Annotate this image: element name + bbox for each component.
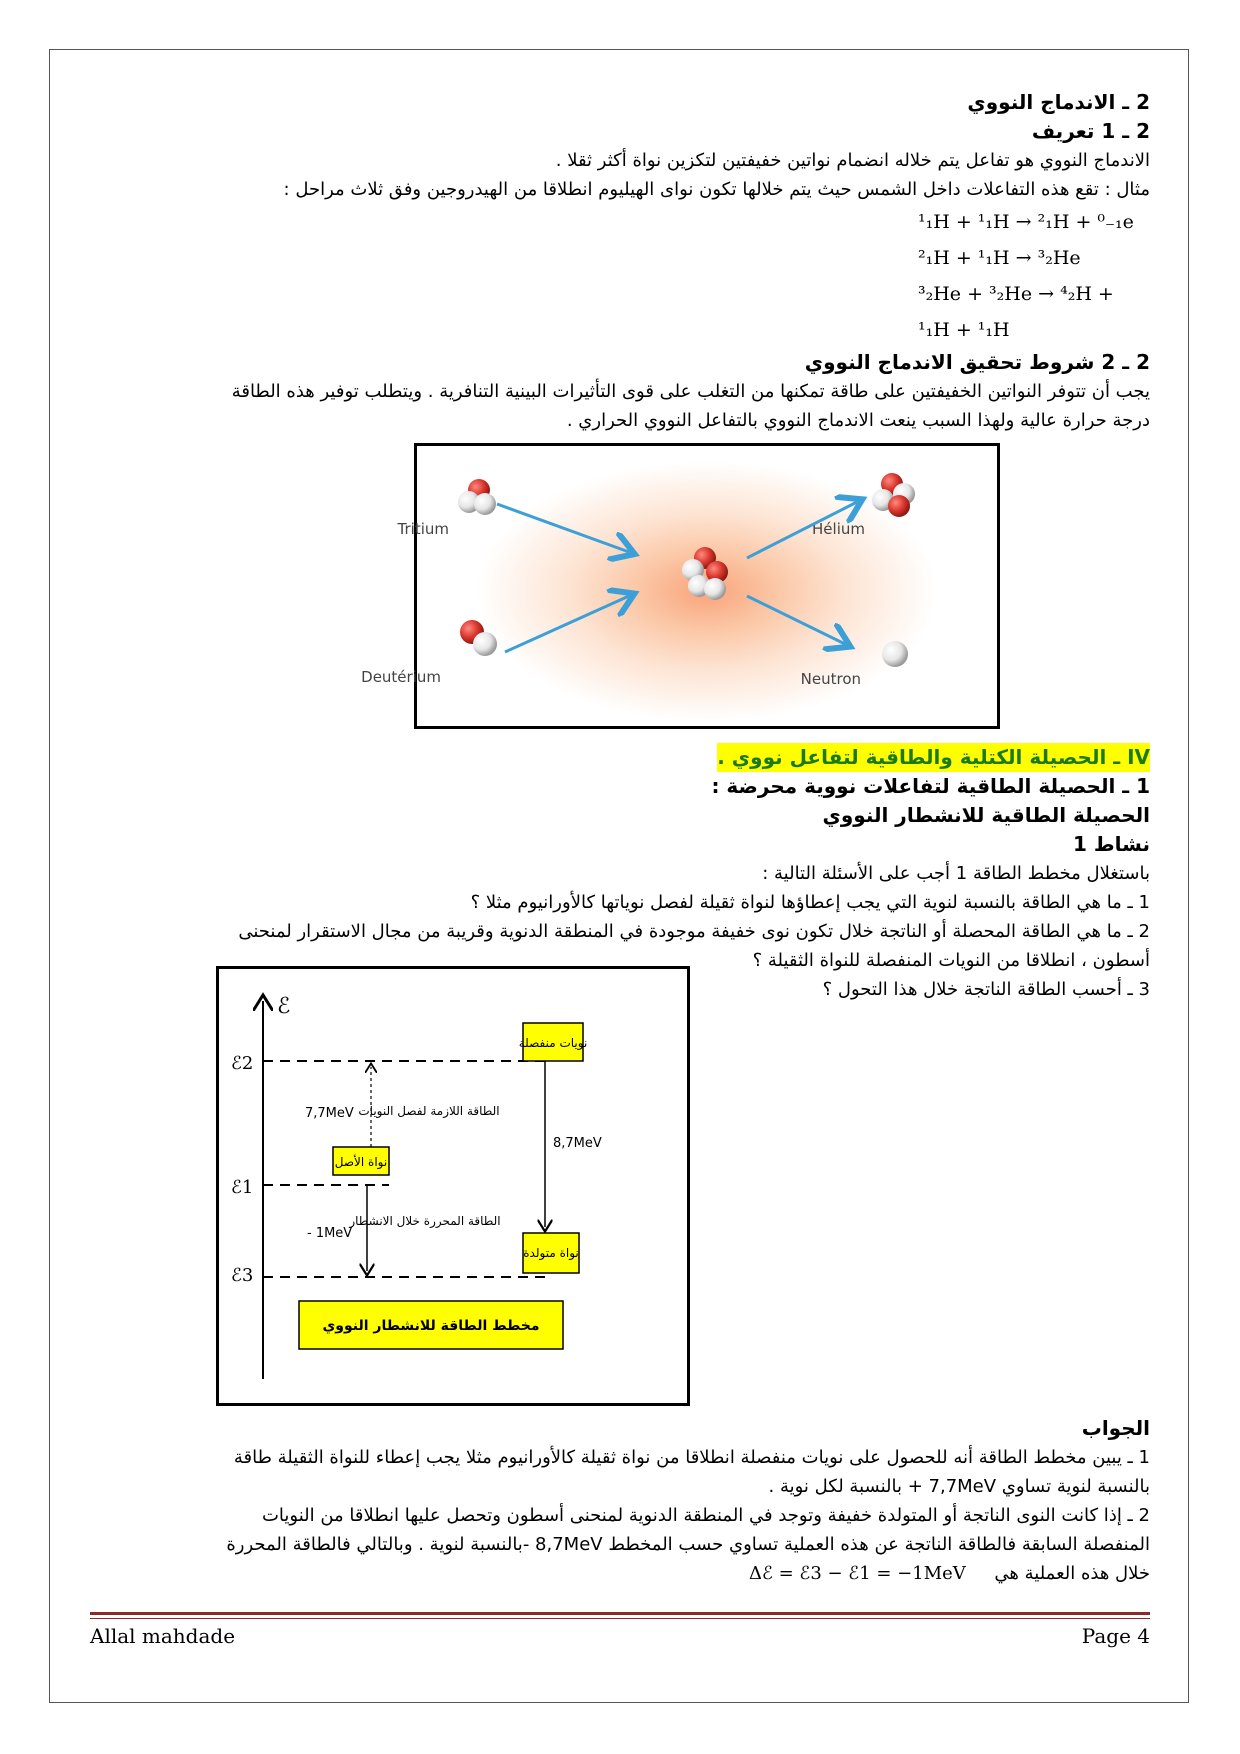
level-e1-label: ℰ1 <box>231 1177 254 1198</box>
activity-intro: باستغلال مخطط الطاقة 1 أجب على الأسئلة التالية : <box>762 863 1150 884</box>
equation-1: ¹₁H + ¹₁H → ²₁H + ⁰₋₁e <box>918 211 1134 233</box>
answer-section <box>90 1414 1150 1588</box>
answer-title: الجواب <box>1081 1416 1150 1440</box>
induced-reactions-title: 1 ـ الحصيلة الطاقية لتفاعلات نووية محرضة : <box>711 774 1150 798</box>
neutron-label: Neutron <box>800 670 861 688</box>
level-e3-label: ℰ3 <box>231 1265 254 1286</box>
footer-author: Allal mahdade <box>90 1624 236 1648</box>
energy-diagram <box>216 966 690 1406</box>
question-3: 3 ـ أحسب الطاقة الناتجة خلال هذا التحول ؟ <box>822 979 1150 1000</box>
arrow-neutron <box>747 596 845 644</box>
released-energy-label: الطاقة المحررة خلال الانشطار <box>349 1214 501 1228</box>
fusion-diagram <box>361 446 997 726</box>
diagram-title: مخطط الطاقة للانشطار النووي <box>322 1318 540 1334</box>
question-2-line-2: أسطون ، انطلاقا من النويات المنفصلة للنواة الثقيلة ؟ <box>752 950 1150 971</box>
helium-label: Hélium <box>812 520 865 538</box>
tritium-nucleus <box>458 479 496 515</box>
tritium-label: Tritium <box>397 520 449 538</box>
conditions-title: 2 ـ 2 شروط تحقيق الاندماج النووي <box>804 350 1150 374</box>
compound-nucleus <box>682 547 728 600</box>
fusion-figure <box>361 443 1000 729</box>
separated-nucleons-label: نويات منفصلة <box>518 1036 588 1050</box>
definition-text: الاندماج النووي هو تفاعل يتم خلاله انضمام نواتين خفيفتين لتكزين نواة أكثر ثقلا . <box>555 150 1150 171</box>
answer-2-line-2: المنفصلة السابقة فالطاقة الناتجة عن هذه العملية تساوي حسب المخطط 8,7MeV -بالنسبة لنوية . وبالتالي فالطاقة المحررة <box>226 1534 1150 1555</box>
fusion-title: 2 ـ الاندماج النووي <box>967 90 1150 114</box>
conditions-line-1: يجب أن تتوفر النواتين الخفيفتين على طاقة تمكنها من التغلب على قوى التأثيرات البينية التنافرية . ويتطلب توفير هذه الطاقة <box>231 381 1150 402</box>
neutron-particle <box>882 641 908 667</box>
energy-formula: Δℰ = ℰ3 − ℰ1 = −1MeV <box>749 1563 966 1584</box>
parent-nucleus-label: نواة الأصل <box>334 1155 388 1169</box>
footer-rule-thick <box>90 1612 1150 1615</box>
section-iv-title <box>90 743 1150 772</box>
arrow-deuterium <box>505 596 629 652</box>
equation-3: ³₂He + ³₂He → ⁴₂H + ¹₁H + ¹₁H <box>918 283 1114 341</box>
example-text: مثال : تقع هذه التفاعلات داخل الشمس حيث يتم خلالها تكون نواى الهيليوم انطلاقا من الهيدروجين وفق ثلاث مراحل : <box>283 179 1150 200</box>
deuterium-nucleus <box>460 620 497 656</box>
question-2-line-1: 2 ـ ما هي الطاقة المحصلة أو الناتجة خلال تكون نوى خفيفة موجودة في المنطقة الدنوية وقريبة من مجال الاستقرار لمنحنى <box>238 921 1150 942</box>
answer-2-line-3-text: خلال هذه العملية هي <box>994 1563 1150 1584</box>
answer-2-line-1: 2 ـ إذا كانت النوى الناتجة أو المتولدة خفيفة وتوجد في المنطقة الدنوية لمنحنى أسطون وتحصل عليها انطلاقا من النويات <box>261 1505 1150 1526</box>
answer-1-line-2: بالنسبة لنوية تساوي 7,7MeV + بالنسبة لكل نوية . <box>768 1476 1150 1497</box>
energy-axis-label: ℰ <box>277 994 291 1019</box>
conditions-line-2: درجة حرارة عالية ولهذا السبب ينعت الاندماج النووي بالتفاعل النووي الحراري . <box>566 410 1150 431</box>
value-7-7: 7,7MeV <box>305 1106 354 1121</box>
energy-diagram-svg <box>219 969 687 1403</box>
definition-title: 2 ـ 1 تعريف <box>1031 119 1150 143</box>
level-e2-label: ℰ2 <box>231 1053 254 1074</box>
footer-page: Page 4 <box>1081 1624 1150 1648</box>
fission-balance-title: الحصيلة الطاقية للانشطار النووي <box>822 803 1150 827</box>
helium-nucleus <box>872 473 915 517</box>
deuterium-label: Deutérium <box>361 668 441 686</box>
equation-2: ²₁H + ¹₁H → ³₂He <box>918 247 1081 269</box>
activity-title: نشاط 1 <box>1072 832 1150 856</box>
daughter-nucleus-label: نواة متولدة <box>523 1246 579 1260</box>
question-1: 1 ـ ما هي الطاقة بالنسبة لنوية التي يجب إعطاؤها لنواة ثقيلة لفصل نوياتها كالأورانيوم مثلا ؟ <box>470 892 1150 913</box>
section-iv-highlight: IV ـ الحصيلة الكتلية والطاقية لتفاعل نووي . <box>717 743 1150 772</box>
footer-rule-thin <box>90 1618 1150 1619</box>
main-content <box>90 88 1150 1004</box>
answer-1-line-1: 1 ـ يبين مخطط الطاقة أنه للحصول على نويات منفصلة انطلاقا من نواة ثقيلة كالأورانيوم مثلا يجب إعطاء للنواة الثقيلة طاقة <box>233 1447 1150 1468</box>
value-minus-1: - 1MeV <box>307 1226 353 1241</box>
required-energy-label: الطاقة اللازمة لفصل النويات <box>358 1104 500 1118</box>
value-8-7: 8,7MeV <box>553 1136 602 1151</box>
arrow-tritium <box>497 504 629 552</box>
answer-2-line-3 <box>90 1559 1150 1588</box>
